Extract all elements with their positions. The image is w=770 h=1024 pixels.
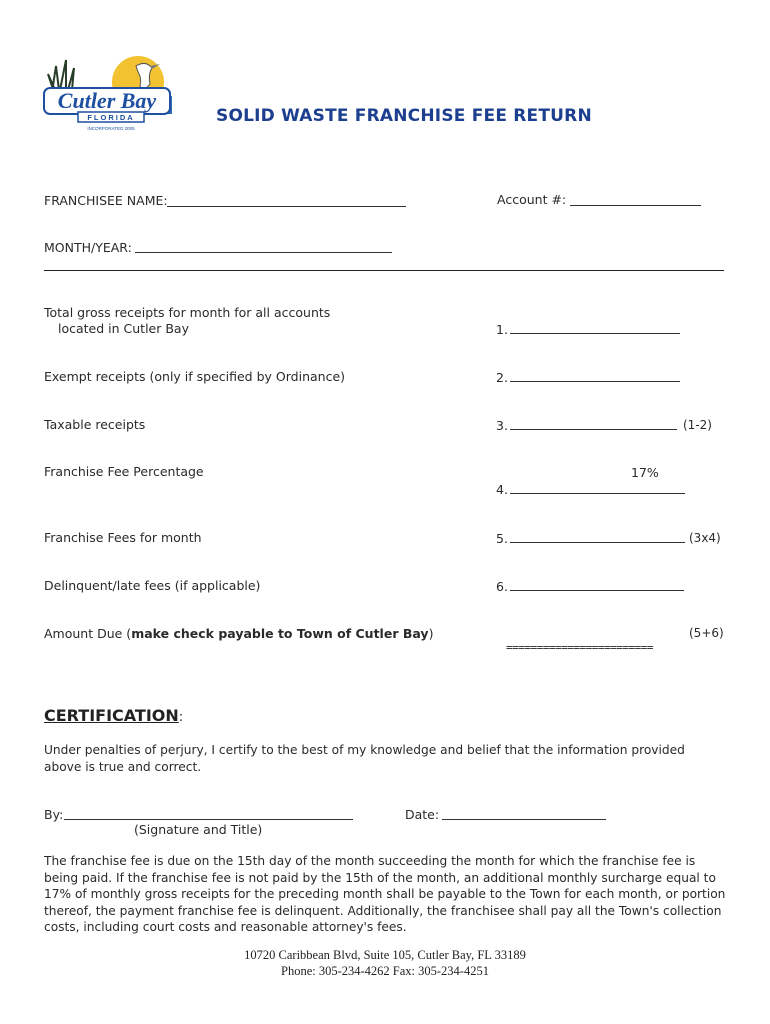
- item-6-field[interactable]: [510, 590, 684, 591]
- date-label: Date:: [405, 807, 440, 822]
- item-2-number: 2.: [496, 370, 508, 385]
- amount-due-double-rule: ========================: [506, 641, 653, 654]
- amount-due-prefix: Amount Due (: [44, 626, 132, 641]
- amount-due-label: [44, 626, 433, 641]
- phone-fax-line: Phone: 305-234-4262 Fax: 305-234-4251: [281, 964, 489, 978]
- item-1-number: 1.: [496, 322, 508, 337]
- item-4-label: Franchise Fee Percentage: [44, 464, 204, 479]
- town-logo-emblem: [42, 52, 176, 134]
- logo-name: Cutler Bay: [57, 88, 157, 113]
- signature-field[interactable]: [64, 819, 353, 820]
- franchisee-name-field[interactable]: [167, 206, 406, 207]
- item-2-label: Exempt receipts (only if specified by Ordinance): [44, 369, 346, 384]
- item-1-label-line2: located in Cutler Bay: [58, 321, 189, 336]
- item-5-label: Franchise Fees for month: [44, 530, 202, 545]
- by-label: By:: [44, 807, 64, 822]
- item-4-percentage-value: 17%: [631, 465, 659, 480]
- item-6-number: 6.: [496, 579, 508, 594]
- item-5-field[interactable]: [510, 542, 685, 543]
- item-3-formula: (1-2): [683, 418, 712, 432]
- header-divider: [44, 270, 724, 271]
- account-number-field[interactable]: [570, 205, 701, 206]
- amount-due-formula: (5+6): [689, 626, 724, 640]
- month-year-field[interactable]: [135, 252, 392, 253]
- item-1-field[interactable]: [510, 333, 680, 334]
- certification-heading-text: CERTIFICATION: [44, 706, 179, 725]
- item-3-label: Taxable receipts: [44, 417, 146, 432]
- certification-heading: [44, 706, 183, 725]
- form-title: SOLID WASTE FRANCHISE FEE RETURN: [216, 106, 592, 126]
- certification-heading-colon: :: [178, 710, 184, 725]
- account-number-label: Account #:: [497, 192, 567, 207]
- item-3-field[interactable]: [510, 429, 677, 430]
- logo-state: FLORIDA: [87, 113, 135, 122]
- item-3-number: 3.: [496, 418, 508, 433]
- item-4-field[interactable]: [510, 493, 685, 494]
- address-line: 10720 Caribbean Blvd, Suite 105, Cutler Bay, FL 33189: [244, 948, 526, 962]
- item-5-number: 5.: [496, 531, 508, 546]
- franchisee-name-label: FRANCHISEE NAME:: [44, 193, 168, 208]
- item-1-label-line1: Total gross receipts for month for all accounts: [44, 305, 331, 320]
- item-6-label: Delinquent/late fees (if applicable): [44, 578, 261, 593]
- amount-due-suffix: ): [428, 626, 434, 641]
- month-year-label: MONTH/YEAR:: [44, 240, 132, 255]
- town-logo: [42, 52, 176, 134]
- due-date-terms: The franchise fee is due on the 15th day of the month succeeding the month for which the franchise fee is being paid. If the franchise fee is not paid by the 15th of the month, an additional monthly surcharge equal to 17% of monthly gross receipts for the preceding month shall be payable to the Town for each month, or portion thereof, the payment franchise fee is delinquent. Additionally, the franchisee shall pay all the Town's collection costs, including court costs and reasonable attorney's fees.: [44, 854, 726, 934]
- amount-due-payable-note: make check payable to Town of Cutler Bay: [131, 626, 429, 641]
- logo-tagline: INCORPORATED 2005: [87, 126, 135, 131]
- item-2-field[interactable]: [510, 381, 680, 382]
- signature-caption: (Signature and Title): [134, 822, 263, 837]
- item-5-formula: (3x4): [689, 531, 721, 545]
- item-4-number: 4.: [496, 482, 508, 497]
- certification-statement: Under penalties of perjury, I certify to the best of my knowledge and belief that the information provided above is true and correct.: [44, 743, 685, 774]
- date-field[interactable]: [442, 819, 606, 820]
